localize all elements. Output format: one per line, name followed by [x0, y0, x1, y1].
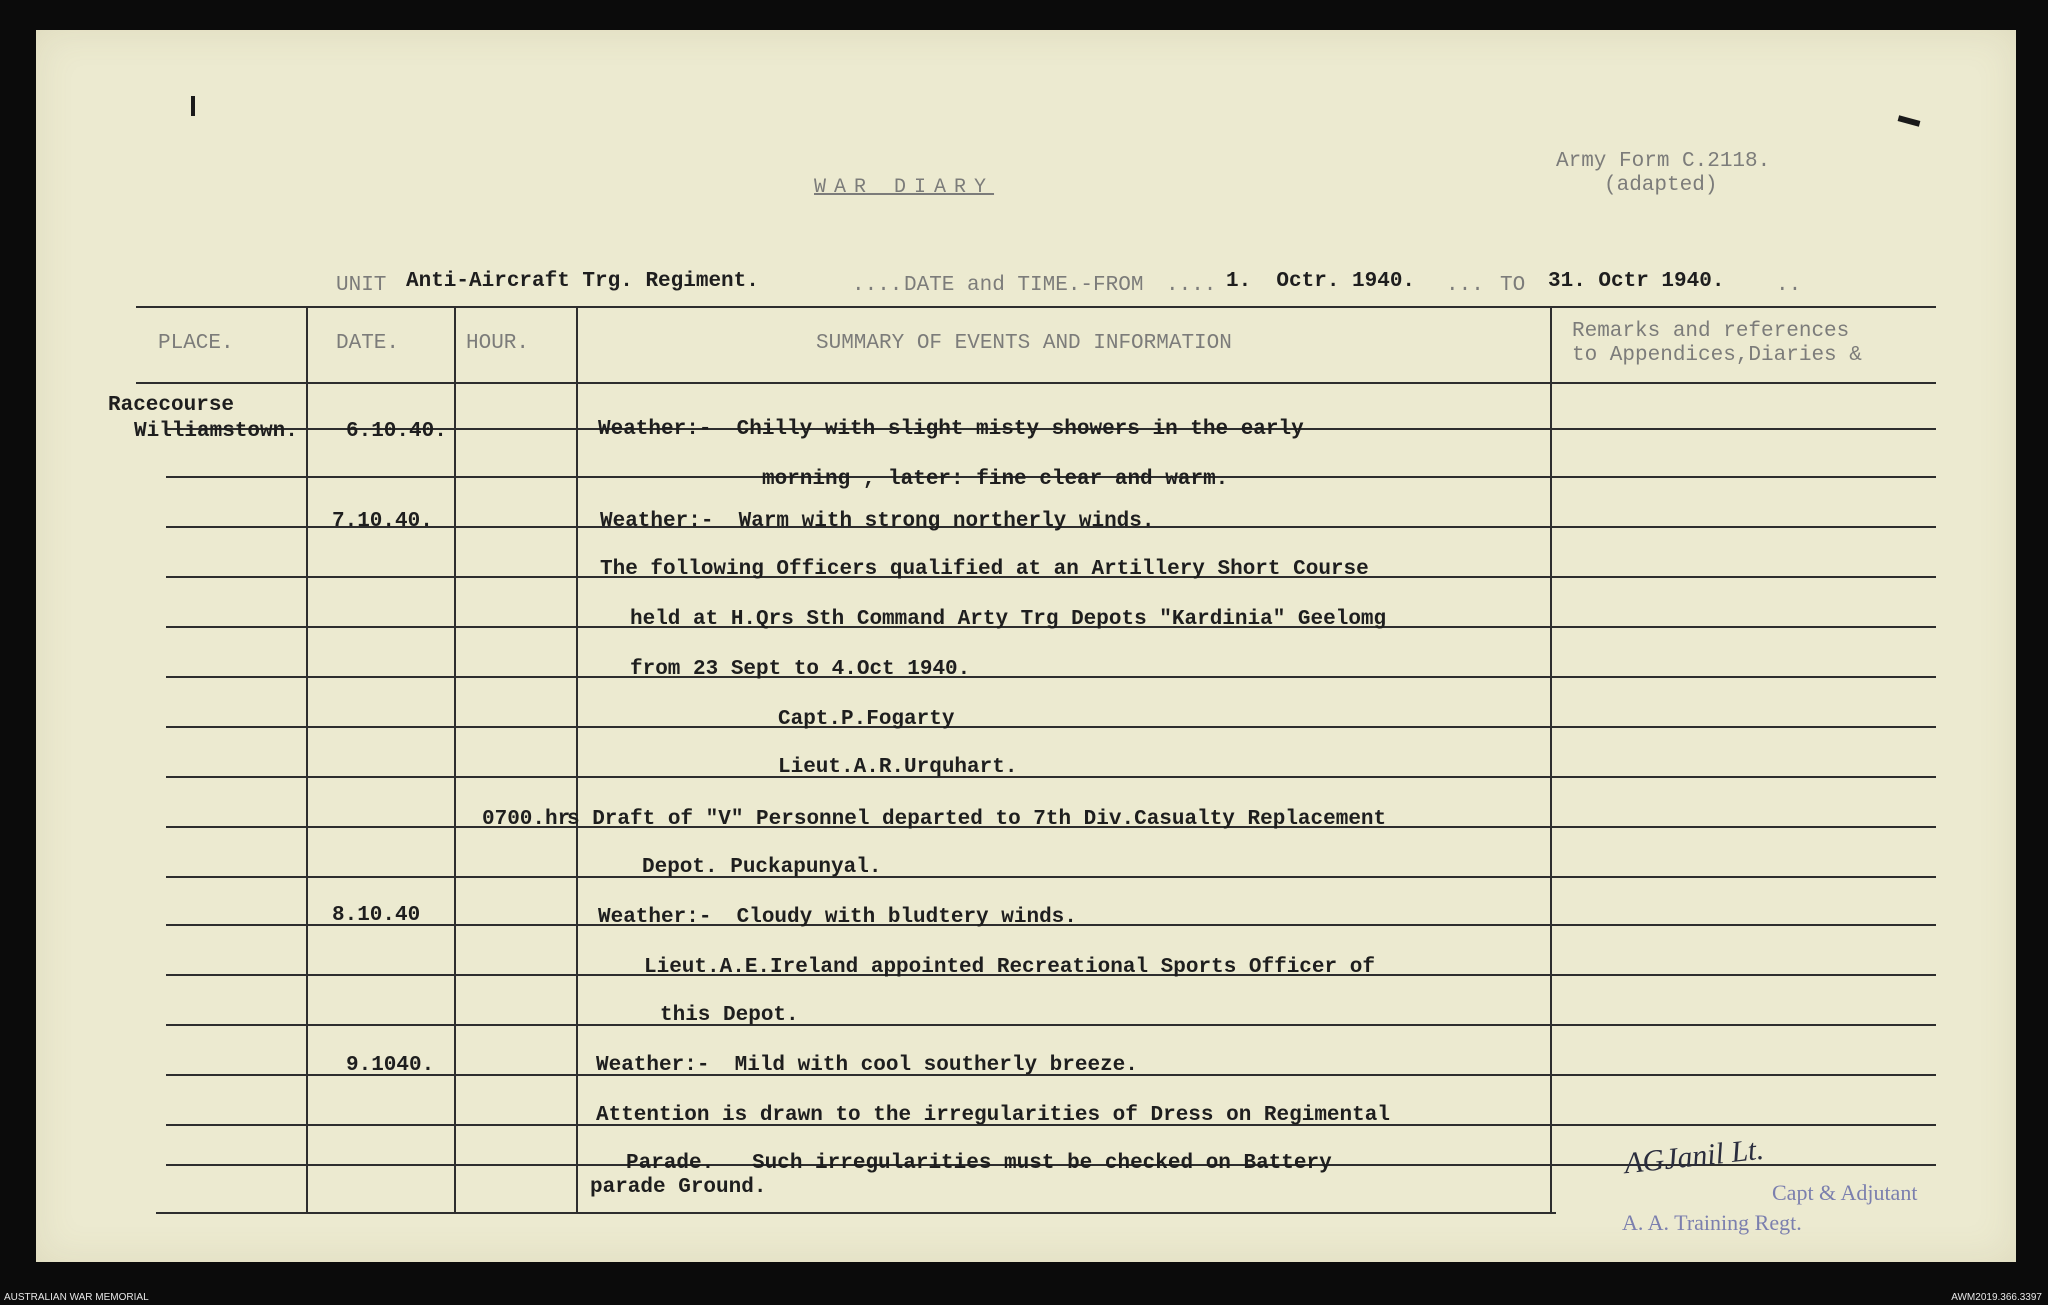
entry-date: 9.1040. — [346, 1054, 435, 1077]
column-divider — [1550, 306, 1552, 1214]
from-value: 1. Octr. 1940. — [1226, 270, 1416, 293]
punch-mark — [1898, 115, 1921, 126]
col-header-summary: SUMMARY OF EVENTS AND INFORMATION — [816, 332, 1232, 355]
col-header-remarks-2: to Appendices,Diaries & — [1572, 344, 1862, 367]
table-bottom-border — [156, 1212, 1556, 1214]
ruled-line — [166, 1024, 1936, 1026]
column-divider — [306, 306, 308, 1214]
entry-date: 7.10.40. — [332, 510, 433, 533]
column-divider — [576, 306, 578, 1214]
unit-value: Anti-Aircraft Trg. Regiment. — [406, 270, 759, 293]
entry-date: 8.10.40 — [332, 904, 421, 927]
datetime-label: DATE and TIME.-FROM — [904, 274, 1144, 297]
entry-text: Capt.P.Fogarty — [778, 708, 955, 731]
entry-text: Attention is drawn to the irregularities of Dress on Regimental — [596, 1104, 1390, 1127]
entry-text: Weather:- Chilly with slight misty showers in the early — [598, 418, 1304, 441]
unit-dots: .... — [852, 274, 903, 297]
ruled-line — [166, 876, 1936, 878]
entry-text: s Draft of "V" Personnel departed to 7th Div.Casualty Replacement — [567, 808, 1387, 831]
footer-left: AUSTRALIAN WAR MEMORIAL — [4, 1292, 149, 1303]
entry-text: Weather:- Mild with cool southerly breeze. — [596, 1054, 1138, 1077]
signature: AGJanil Lt. — [1622, 1132, 1766, 1181]
column-divider — [454, 306, 456, 1214]
col-header-place: PLACE. — [158, 332, 234, 355]
stamp-role: Capt & Adjutant — [1772, 1180, 1918, 1205]
place-line-1: Racecourse — [108, 394, 235, 417]
stamp-unit: A. A. Training Regt. — [1622, 1210, 1802, 1235]
entry-text: Parade. Such irregularities must be checked on Battery — [626, 1152, 1332, 1175]
col-header-date: DATE. — [336, 332, 400, 355]
to-label: TO — [1500, 274, 1526, 297]
page-title: WAR DIARY — [814, 176, 995, 199]
col-header-remarks-1: Remarks and references — [1572, 320, 1850, 343]
header-bottom-border — [136, 382, 1936, 384]
entry-text: held at H.Qrs Sth Command Arty Trg Depots "Kardinia" Geelomg — [630, 608, 1387, 631]
entry-date: 6.10.40. — [346, 420, 447, 443]
ruled-line — [166, 726, 1936, 728]
entry-text: parade Ground. — [590, 1176, 767, 1199]
footer-right: AWM2019.366.3397 — [1951, 1292, 2042, 1303]
from-dots: .... — [1166, 274, 1217, 297]
unit-label: UNIT — [336, 274, 387, 297]
entry-text: this Depot. — [660, 1004, 799, 1027]
entry-text: Weather:- Cloudy with bludtery winds. — [598, 906, 1077, 929]
ruled-line — [166, 676, 1936, 678]
entry-text: Weather:- Warm with strong northerly winds. — [600, 510, 1155, 533]
diary-page — [36, 30, 2016, 1262]
entry-text: Lieut.A.R.Urquhart. — [778, 756, 1018, 779]
table-top-border — [136, 306, 1936, 308]
entry-text: from 23 Sept to 4.Oct 1940. — [630, 658, 971, 681]
entry-text: The following Officers qualified at an Artillery Short Course — [600, 558, 1369, 581]
col-header-hour: HOUR. — [466, 332, 530, 355]
end-dots: .. — [1776, 274, 1802, 297]
form-number: Army Form C.2118. — [1556, 150, 1771, 173]
entry-text: morning , later: fine clear and warm. — [762, 468, 1229, 491]
to-value: 31. Octr 1940. — [1548, 270, 1725, 293]
place-line-2: Williamstown. — [134, 420, 298, 443]
entry-text: Lieut.A.E.Ireland appointed Recreational Sports Officer of — [644, 956, 1375, 979]
entry-hour: 0700.hr — [482, 808, 571, 831]
entry-text: Depot. Puckapunyal. — [642, 856, 882, 879]
form-adapted: (adapted) — [1604, 174, 1718, 197]
punch-mark — [191, 96, 195, 116]
to-dots: ... — [1446, 274, 1484, 297]
ruled-line — [166, 776, 1936, 778]
